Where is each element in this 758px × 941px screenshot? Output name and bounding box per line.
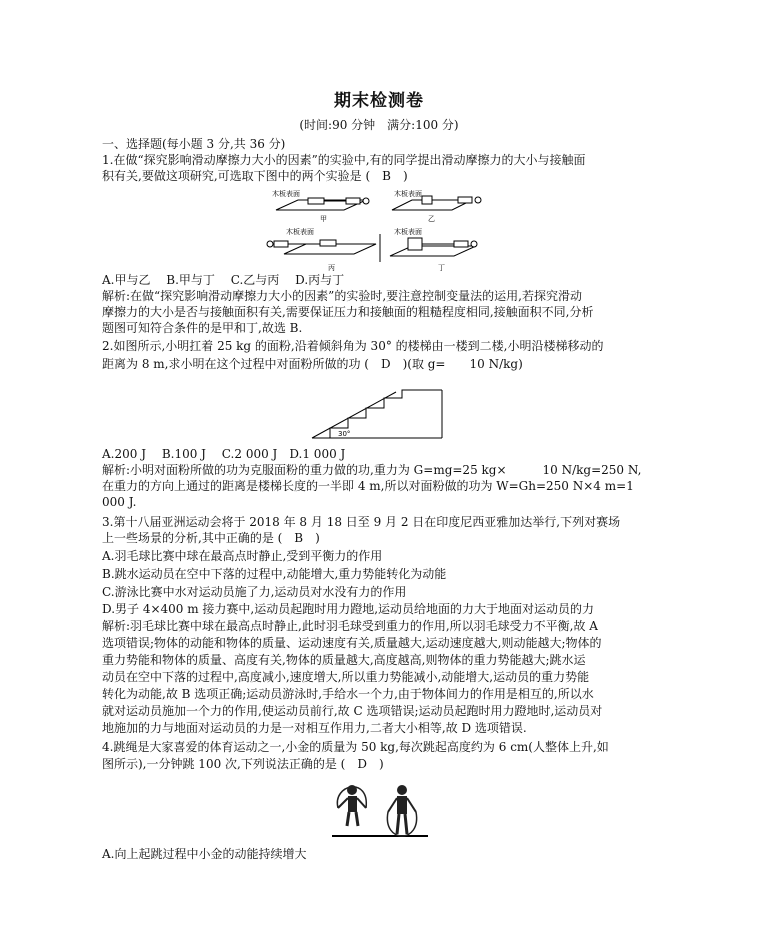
rope-right [387,812,416,836]
spring-scale-bing [274,241,288,247]
hand-jia [363,198,369,204]
q1-stem-line-1: 1.在做“探究影响滑动摩擦力大小的因素”的实验中,有的同学提出滑动摩擦力的大小与接触面 [102,153,586,167]
page-subtitle: (时间:90 分钟 满分:100 分) [299,118,459,132]
q2-explanation-1: 解析:小明对面粉所做的功为克服面粉的重力做的功,重力为 G=mg=25 kg× 10 N/kg=250 N, [102,463,642,477]
q3-explanation-3: 重力势能和物体的质量、高度有关,物体的质量越大,高度越高,则物体的重力势能越大;跳水运 [102,653,586,667]
person-right-leg-2 [405,814,407,834]
q1-stem-line-2: 积有关,要做这项研究,可选取下图中的两个实验是 ( B ) [102,169,408,183]
q3-explanation-2: 选项错误;物体的动能和物体的质量、运动速度有关,质量越大,运动速度越大,则动能越大;物体的 [102,636,602,650]
q3-option-d: D.男子 4×400 m 接力赛中,运动员起跑时用力蹬地,运动员给地面的力大于地面对运动员的力 [102,602,595,616]
q2-stem-line-2: 距离为 8 m,求小明在这个过程中对面粉所做的功 ( D )(取 g= 10 N/kg) [102,357,523,371]
q4-stem-line-1: 4.跳绳是大家喜爱的体育运动之一,小金的质量为 50 kg,每次跳起高度约为 6 cm(人整体上升,如 [102,740,609,754]
q3-option-a: A.羽毛球比赛中球在最高点时静止,受到平衡力的作用 [102,549,383,563]
q4-jump-rope-figure [330,778,430,840]
q3-stem-line-1: 3.第十八届亚洲运动会将于 2018 年 8 月 18 日至 9 月 2 日在印度尼西亚雅加达举行,下列对赛场 [102,515,621,529]
q1-options: A.甲与乙 B.甲与丁 C.乙与丙 D.丙与丁 [102,273,345,287]
spring-scale-yi [458,197,472,203]
hand-ding [471,241,477,247]
hand-yi [475,197,481,203]
person-left-leg-1 [347,812,349,826]
incline-line [312,392,396,438]
page-title: 期末检测卷 [334,91,424,111]
person-right-leg-1 [397,814,399,834]
person-right-body [397,796,407,814]
section-heading: 一、选择题(每小题 3 分,共 36 分) [102,137,286,151]
block-yi [422,196,432,204]
person-left-body [348,796,357,812]
angle-label: 30° [338,430,351,438]
q3-explanation-6: 就对运动员施加一个力的作用,使运动员前行,故 C 选项错误;运动员起跑时用力蹬地时,运动员对 [102,704,603,718]
q3-explanation-4: 动员在空中下落的过程中,高度减小,速度增大,所以重力势能减小,动能增大,运动员的重力势能 [102,670,590,684]
q3-explanation-7: 地施加的力与地面对运动员的力是一对相互作用力,二者大小相等,故 D 选项错误. [102,721,527,735]
q3-option-b: B.跳水运动员在空中下落的过程中,动能增大,重力势能转化为动能 [102,567,447,581]
fig-label-surface-yi: 木板表面 [394,190,422,198]
block-ding [408,238,422,250]
q3-explanation-1: 解析:羽毛球比赛中球在最高点时静止,此时羽毛球受到重力的作用,所以羽毛球受力不平衡,故 A [102,619,598,633]
person-right-arm-2 [407,798,416,812]
fig-label-surface-ding: 木板表面 [394,228,422,236]
q3-explanation-5: 转化为动能,故 B 选项正确;运动员游泳时,手给水一个力,由于物体间力的作用是相互的,所以水 [102,687,594,701]
fig-label-jia: 甲 [320,215,327,223]
person-left-leg-2 [356,812,358,826]
fig-label-ding: 丁 [438,264,445,272]
q3-stem-line-2: 上一些场景的分析,其中正确的是 ( B ) [102,531,320,545]
block-jia [308,198,324,204]
spring-scale-ding [454,241,468,247]
q2-explanation-3: 000 J. [102,495,137,509]
q2-explanation-2: 在重力的方向上通过的距离是楼梯长度的一半即 4 m,所以对面粉做的功为 W=Gh=250 N×4 m=1 [102,479,634,493]
q3-option-c: C.游泳比赛中水对运动员施了力,运动员对水没有力的作用 [102,585,407,599]
q2-staircase-figure [310,386,446,442]
q4-option-a: A.向上起跳过程中小金的动能持续增大 [102,847,307,861]
fig-label-bing: 丙 [328,264,335,272]
spring-scale-jia [346,198,360,204]
person-left-arm-2 [357,798,366,808]
fig-label-yi: 乙 [428,215,435,223]
q1-figure [262,186,488,276]
q4-stem-line-2: 图所示),一分钟跳 100 次,下列说法正确的是 ( D ) [102,757,384,771]
fig-label-surface-bing: 木板表面 [286,228,314,236]
block-bing [320,240,336,246]
q1-explanation-3: 题图可知符合条件的是甲和丁,故选 B. [102,321,303,335]
hand-bing [267,241,273,247]
fig-label-surface-jia: 木板表面 [272,190,300,198]
person-left-arm-1 [338,798,348,808]
q2-options: A.200 J B.100 J C.2 000 J D.1 000 J [102,447,346,461]
q1-explanation-2: 摩擦力的大小是否与接触面积有关,需要保证压力和接触面的粗糙程度相同,接触面积不同,分析 [102,305,594,319]
person-right-arm-1 [388,798,397,812]
person-right-head [397,785,407,795]
q1-explanation-1: 解析:在做“探究影响滑动摩擦力大小的因素”的实验时,要注意控制变量法的运用,若探究滑动 [102,289,582,303]
q2-stem-line-1: 2.如图所示,小明扛着 25 kg 的面粉,沿着倾斜角为 30° 的楼梯由一楼到二楼,小明沿楼梯移动的 [102,339,604,353]
